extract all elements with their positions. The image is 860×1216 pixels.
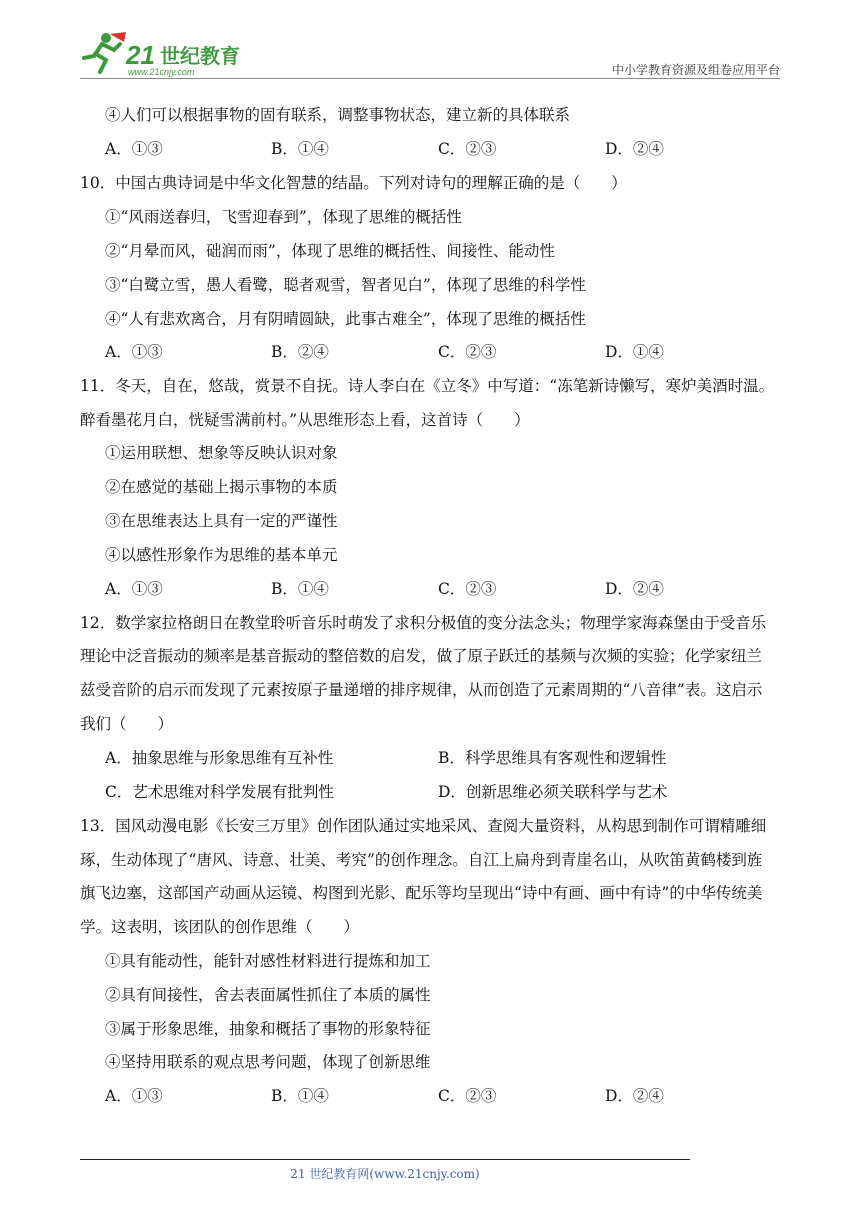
q10-statement-4: ④“人有悲欢离合，月有阴晴圆缺，此事古难全”，体现了思维的概括性 <box>105 310 586 328</box>
q10-option-d[interactable]: D．①④ <box>605 343 664 361</box>
logo-url: www.21cnjy.com <box>128 67 195 77</box>
q13-option-b[interactable]: B．①④ <box>271 1087 329 1105</box>
site-name: 中小学教育资源及组卷应用平台 <box>611 63 780 77</box>
q13-stem-line-2: 琢，生动体现了“唐风、诗意、壮美、考究”的创作理念。自江上扁舟到青崖名山，从吹笛黄鹤楼到旌 <box>80 851 763 869</box>
q12-option-a[interactable]: A．抽象思维与形象思维有互补性 <box>105 749 334 767</box>
q11-statement-3: ③在思维表达上具有一定的严谨性 <box>105 512 338 530</box>
q13-option-c[interactable]: C．②③ <box>438 1087 497 1105</box>
q13-statement-2: ②具有间接性，舍去表面属性抓住了本质的属性 <box>105 986 431 1004</box>
q10-option-b[interactable]: B．②④ <box>271 343 329 361</box>
footer-link[interactable]: 21 世纪教育网(www.21cnjy.com) <box>290 1167 480 1181</box>
page-header <box>80 30 780 82</box>
svg-text:21: 21 <box>126 40 155 70</box>
q13-option-a[interactable]: A．①③ <box>105 1087 163 1105</box>
q12-option-c[interactable]: C．艺术思维对科学发展有批判性 <box>105 783 334 801</box>
q10-option-a[interactable]: A．①③ <box>105 343 163 361</box>
q12-stem-line-1: 12．数学家拉格朗日在教堂聆听音乐时萌发了求积分极值的变分法念头；物理学家海森堡由于受音乐 <box>80 614 767 632</box>
q13-stem-line-1: 13．国风动漫电影《长安三万里》创作团队通过实地采风、查阅大量资料，从构思到制作可谓精雕细 <box>80 817 767 835</box>
q11-option-c[interactable]: C．②③ <box>438 580 497 598</box>
q10-statement-3: ③“白鹭立雪，愚人看鹭，聪者观雪，智者见白”，体现了思维的科学性 <box>105 276 586 294</box>
q13-stem-line-3: 旗飞边塞，这部国产动画从运镜、构图到光影、配乐等均呈现出“诗中有画、画中有诗”的中华传统美 <box>80 884 763 902</box>
q12-option-d[interactable]: D．创新思维必须关联科学与艺术 <box>438 783 668 801</box>
q13-statement-3: ③属于形象思维，抽象和概括了事物的形象特征 <box>105 1020 431 1038</box>
q11-statement-4: ④以感性形象作为思维的基本单元 <box>105 546 338 564</box>
q11-stem-line-2: 醉看墨花月白，恍疑雪满前村。”从思维形态上看，这首诗（ ） <box>80 411 530 429</box>
q12-stem-line-2: 理论中泛音振动的频率是基音振动的整倍数的启发，做了原子跃迁的基频与次频的实验；化学家纽兰 <box>80 647 763 665</box>
q10-statement-2: ②“月晕而风，础润而雨”，体现了思维的概括性、间接性、能动性 <box>105 242 555 260</box>
q11-statement-1: ①运用联想、想象等反映认识对象 <box>105 444 338 462</box>
header-divider <box>80 78 780 79</box>
q9-option-c[interactable]: C．②③ <box>438 140 497 158</box>
runner-icon <box>84 32 126 72</box>
q11-option-d[interactable]: D．②④ <box>605 580 664 598</box>
q9-statement-4: ④人们可以根据事物的固有联系，调整事物状态，建立新的具体联系 <box>105 106 571 124</box>
q9-option-d[interactable]: D．②④ <box>605 140 664 158</box>
q11-option-b[interactable]: B．①④ <box>271 580 329 598</box>
q10-stem: 10．中国古典诗词是中华文化智慧的结晶。下列对诗句的理解正确的是（ ） <box>80 174 627 192</box>
q11-stem-line-1: 11．冬天，自在，悠哉，赏景不自抚。诗人李白在《立冬》中写道：“冻笔新诗懒写，寒炉美酒时温。 <box>80 377 775 395</box>
q11-statement-2: ②在感觉的基础上揭示事物的本质 <box>105 478 338 496</box>
q12-stem-line-4: 我们（ ） <box>80 715 174 733</box>
logo-text: 世纪教育 <box>160 44 240 68</box>
q13-option-d[interactable]: D．②④ <box>605 1087 664 1105</box>
q13-stem-line-4: 学。这表明，该团队的创作思维（ ） <box>80 918 360 936</box>
site-logo <box>80 30 250 80</box>
q13-statement-1: ①具有能动性，能针对感性材料进行提炼和加工 <box>105 952 431 970</box>
q12-stem-line-3: 兹受音阶的启示而发现了元素按原子量递增的排序规律，从而创造了元素周期的“八音律”表。这启示 <box>80 681 763 699</box>
q12-option-b[interactable]: B．科学思维具有客观性和逻辑性 <box>438 749 667 767</box>
q11-option-a[interactable]: A．①③ <box>105 580 163 598</box>
q9-option-b[interactable]: B．①④ <box>271 140 329 158</box>
q10-option-c[interactable]: C．②③ <box>438 343 497 361</box>
q9-option-a[interactable]: A．①③ <box>105 140 163 158</box>
q13-statement-4: ④坚持用联系的观点思考问题，体现了创新思维 <box>105 1053 431 1071</box>
footer-divider <box>80 1159 690 1160</box>
q10-statement-1: ①“风雨送春归，飞雪迎春到”，体现了思维的概括性 <box>105 208 462 226</box>
